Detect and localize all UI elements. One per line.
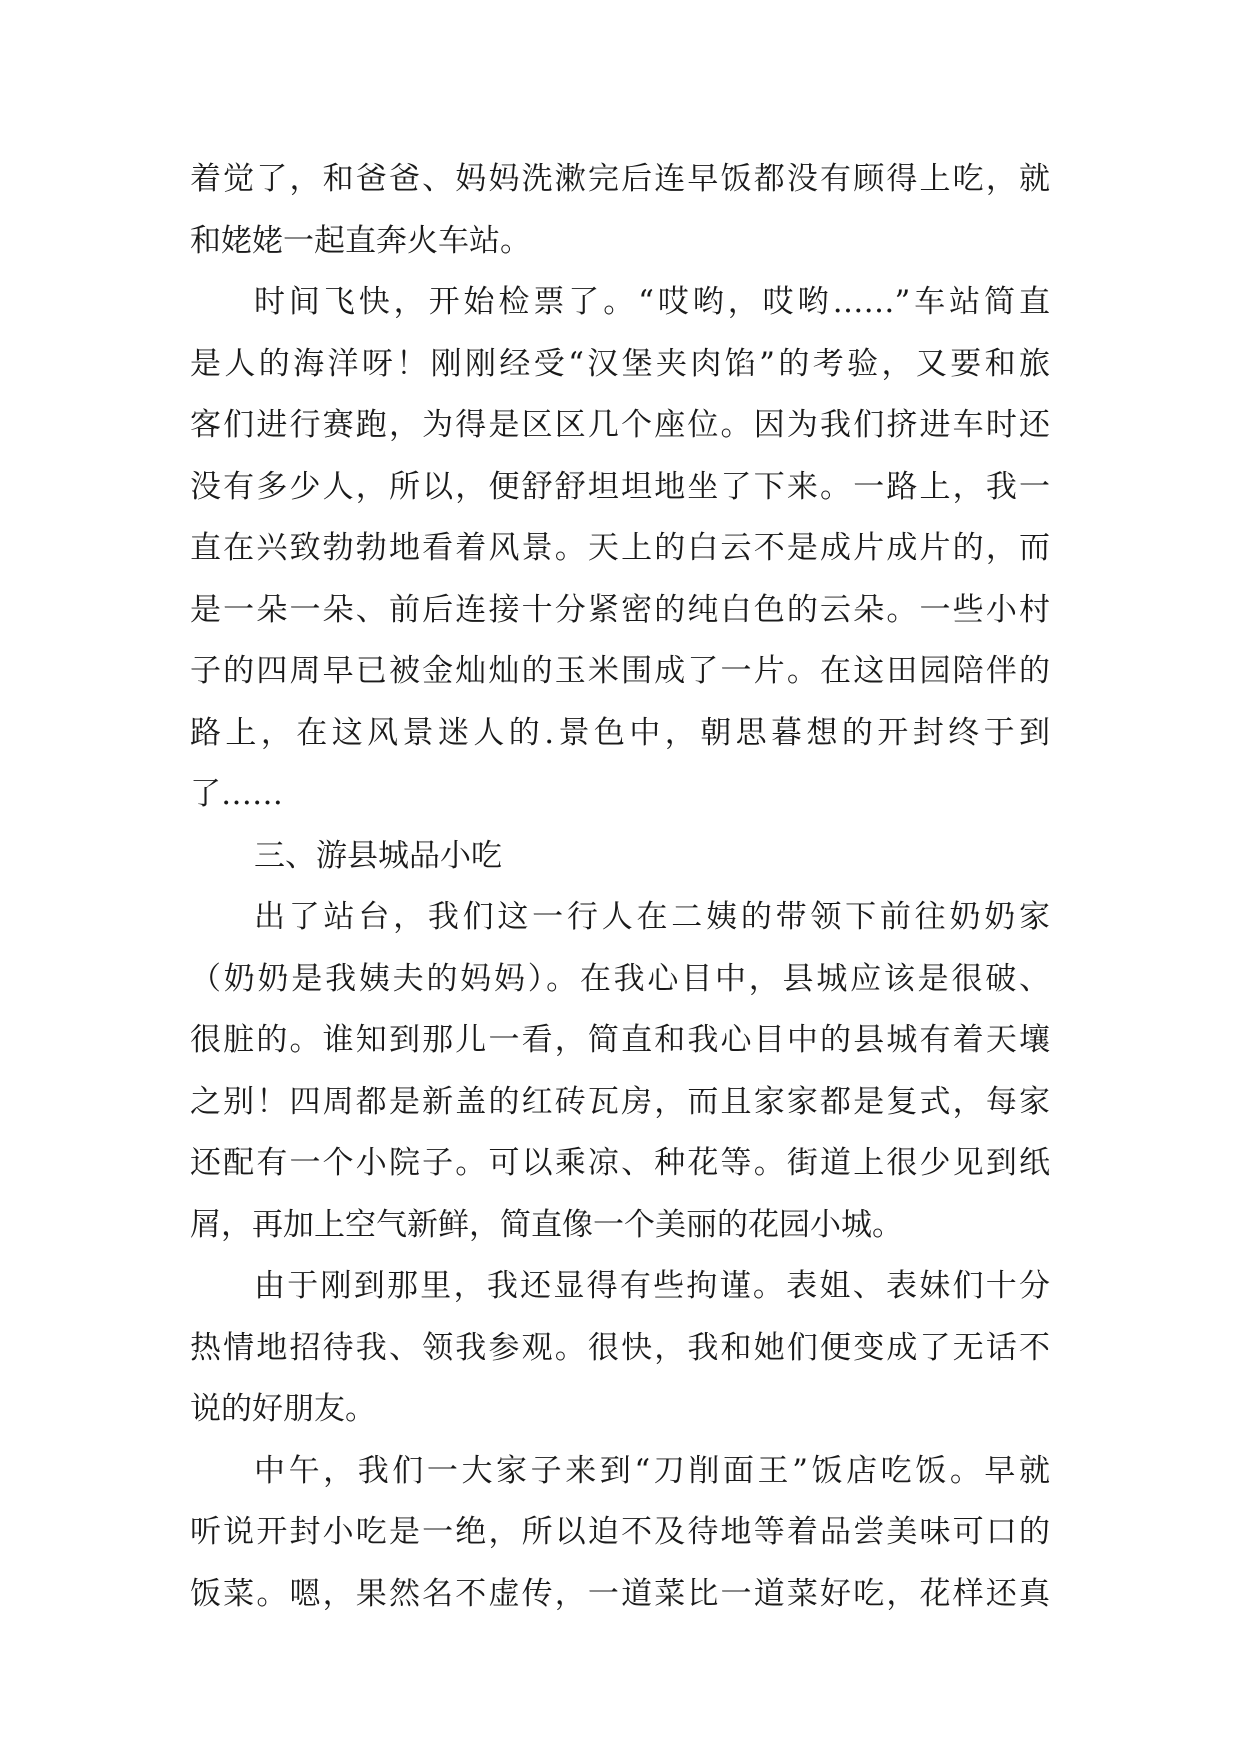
text-line: 还配有一个小院子。可以乘凉、种花等。街道上很少见到纸	[190, 1145, 1050, 1181]
text-line: 是一朵一朵、前后连接十分紧密的纯白色的云朵。一些小村	[190, 591, 1050, 628]
paragraph	[190, 1264, 1050, 1449]
text-line: 子的四周早已被金灿灿的玉米围成了一片。在这田园陪伴的	[190, 653, 1050, 689]
text-line: 屑，再加上空气新鲜，简直像一个美丽的花园小城。	[190, 1206, 903, 1243]
section-heading	[190, 834, 1050, 896]
text-line: 了……	[190, 776, 283, 812]
document-body	[190, 157, 1050, 1633]
heading-text: 三、游县城品小吃	[254, 837, 502, 874]
text-line: 是人的海洋呀！刚刚经受“汉堡夹肉馅”的考验，又要和旅	[190, 345, 1050, 382]
text-line: （奶奶是我姨夫的妈妈）。在我心目中，县城应该是很破、	[190, 960, 1050, 997]
text-line: 着觉了，和爸爸、妈妈洗漱完后连早饭都没有顾得上吃，就	[190, 161, 1050, 197]
text-line: 时间飞快，开始检票了。“哎哟，哎哟……”车站简直	[254, 284, 1050, 320]
paragraph	[190, 280, 1050, 834]
text-line: 热情地招待我、领我参观。很快，我和她们便变成了无话不	[190, 1329, 1050, 1366]
text-line: 出了站台，我们这一行人在二姨的带领下前往奶奶家	[254, 899, 1050, 935]
text-line: 之别！四周都是新盖的红砖瓦房，而且家家都是复式，每家	[190, 1083, 1050, 1120]
text-line: 直在兴致勃勃地看着风景。天上的白云不是成片成片的，而	[190, 530, 1050, 566]
paragraph	[190, 895, 1050, 1264]
text-line: 没有多少人，所以，便舒舒坦坦地坐了下来。一路上，我一	[190, 468, 1050, 505]
text-line: 听说开封小吃是一绝，所以迫不及待地等着品尝美味可口的	[190, 1514, 1050, 1550]
paragraph	[190, 157, 1050, 280]
text-line: 中午，我们一大家子来到“刀削面王”饭店吃饭。早就	[254, 1452, 1050, 1489]
text-line: 由于刚到那里，我还显得有些拘谨。表姐、表妹们十分	[254, 1268, 1050, 1304]
text-line: 说的好朋友。	[190, 1391, 376, 1427]
text-line: 饭菜。嗯，果然名不虚传，一道菜比一道菜好吃，花样还真	[190, 1575, 1050, 1612]
text-line: 路上，在这风景迷人的.景色中，朝思暮想的开封终于到	[190, 714, 1050, 751]
text-line: 客们进行赛跑，为得是区区几个座位。因为我们挤进车时还	[190, 407, 1050, 443]
paragraph	[190, 1449, 1050, 1634]
text-line: 很脏的。谁知到那儿一看，简直和我心目中的县城有着天壤	[190, 1022, 1050, 1058]
text-line: 和姥姥一起直奔火车站。	[190, 222, 531, 259]
